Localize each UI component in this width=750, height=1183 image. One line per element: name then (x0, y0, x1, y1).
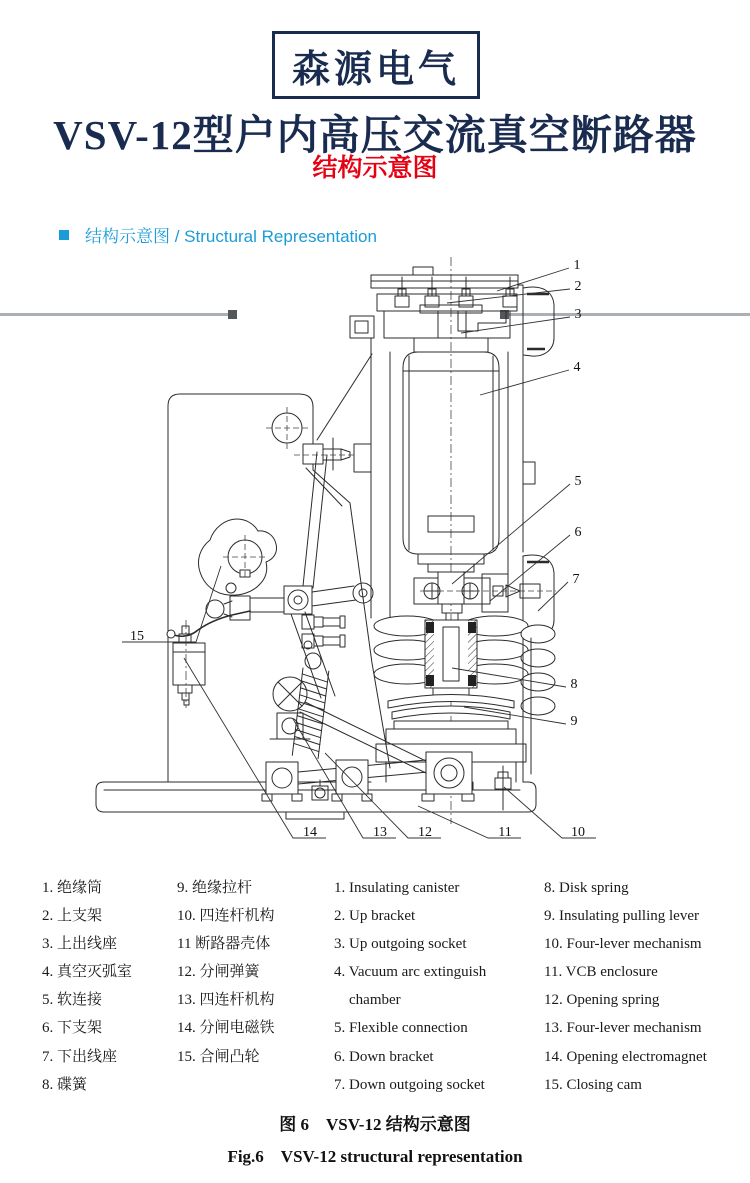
legend-item: 3. 上出线座 (42, 936, 118, 953)
legend-item: 8. 碟簧 (42, 1076, 88, 1093)
legend-item: 12. Opening spring (544, 992, 660, 1009)
legend-item: 8. Disk spring (544, 880, 629, 896)
callout-number: 12 (418, 825, 432, 840)
legend-item: 11. VCB enclosure (544, 964, 658, 981)
legend-item: 2. Up bracket (334, 908, 416, 925)
legend-item: chamber (334, 992, 401, 1009)
callout-number: 13 (373, 825, 387, 840)
legend-item: 14. 分闸电磁铁 (177, 1020, 275, 1037)
legend-item: 7. 下出线座 (42, 1048, 118, 1065)
figure-caption-zh: 图 6 VSV-12 结构示意图 (279, 1115, 471, 1134)
section-heading (59, 222, 377, 247)
callout-number: 3 (574, 307, 582, 322)
legend-zh-col1 (42, 874, 132, 1099)
callout-number: 1 (573, 258, 581, 273)
legend-item: 5. Flexible connection (334, 1020, 468, 1037)
legend-item: 10. Four-lever mechanism (544, 936, 702, 953)
adjusting-studs (302, 615, 345, 648)
callout-number: 7 (572, 572, 580, 587)
legend-item: 4. 真空灭弧室 (42, 964, 133, 981)
bullet-square-icon (59, 230, 69, 240)
legend-item: 11 断路器壳体 (177, 936, 271, 953)
page-subtitle: 结构示意图 (312, 154, 438, 182)
callout-number: 4 (573, 360, 581, 375)
legend-item: 9. 绝缘拉杆 (177, 880, 253, 896)
circuit-breaker-cross-section (0, 250, 750, 864)
callout-number: 2 (574, 279, 582, 294)
subtitle-banner (0, 148, 750, 182)
legend-item: 6. 下支架 (42, 1020, 103, 1037)
legend-item: 1. 绝缘筒 (42, 880, 103, 896)
disk-spring-insert (425, 620, 477, 695)
callout-number: 5 (574, 474, 582, 489)
base-bolt (495, 766, 511, 810)
callout-number: 14 (303, 825, 317, 840)
legend-item: 4. Vacuum arc extinguish (334, 964, 487, 981)
opening-electromagnet (173, 620, 205, 708)
legend-item: 2. 上支架 (42, 908, 103, 925)
callout-number: 8 (570, 677, 578, 692)
legend-item: 6. Down bracket (334, 1048, 434, 1065)
callout-number: 11 (498, 825, 512, 840)
structural-diagram (0, 250, 750, 864)
callout-number: 9 (570, 714, 578, 729)
legend-item: 12. 分闸弹簧 (177, 964, 260, 981)
callout-number: 10 (571, 825, 585, 840)
legend-item: 3. Up outgoing socket (334, 936, 467, 953)
legend-en-col2 (544, 874, 707, 1099)
legend-item: 5. 软连接 (42, 992, 103, 1009)
legend-item: 13. Four-lever mechanism (544, 1020, 702, 1037)
figure-caption-en: Fig.6 VSV-12 structural representation (227, 1147, 523, 1166)
pole-assembly (350, 267, 556, 782)
callout-number: 15 (130, 629, 144, 644)
legend-item: 15. 合闸凸轮 (177, 1048, 260, 1065)
legend-item: 7. Down outgoing socket (334, 1076, 485, 1093)
bottom-brackets (262, 752, 474, 801)
section-heading-label: 结构示意图 / Structural Representation (85, 227, 377, 246)
legend-zh-col2 (177, 874, 275, 1071)
legend-item: 13. 四连杆机构 (177, 992, 275, 1009)
closing-cam (198, 519, 276, 595)
brand-name: 森源电气 (291, 48, 460, 91)
vcb-enclosure (168, 354, 390, 782)
legend-en-col1 (334, 874, 486, 1099)
down-bracket (414, 572, 556, 621)
legend-item: 10. 四连杆机构 (177, 908, 275, 925)
release-lever (171, 611, 250, 636)
page-title: VSV-12型户内高压交流真空断路器 (53, 112, 697, 158)
legend-item: 1. Insulating canister (334, 880, 460, 896)
legend-item: 15. Closing cam (544, 1076, 642, 1093)
legend-item: 9. Insulating pulling lever (544, 908, 699, 925)
brand-logo-box (272, 31, 480, 99)
callout-number: 6 (574, 525, 582, 540)
opening-spring (292, 653, 329, 759)
enclosure-bolt (294, 438, 356, 470)
legend-item: 14. Opening electromagnet (544, 1048, 707, 1065)
